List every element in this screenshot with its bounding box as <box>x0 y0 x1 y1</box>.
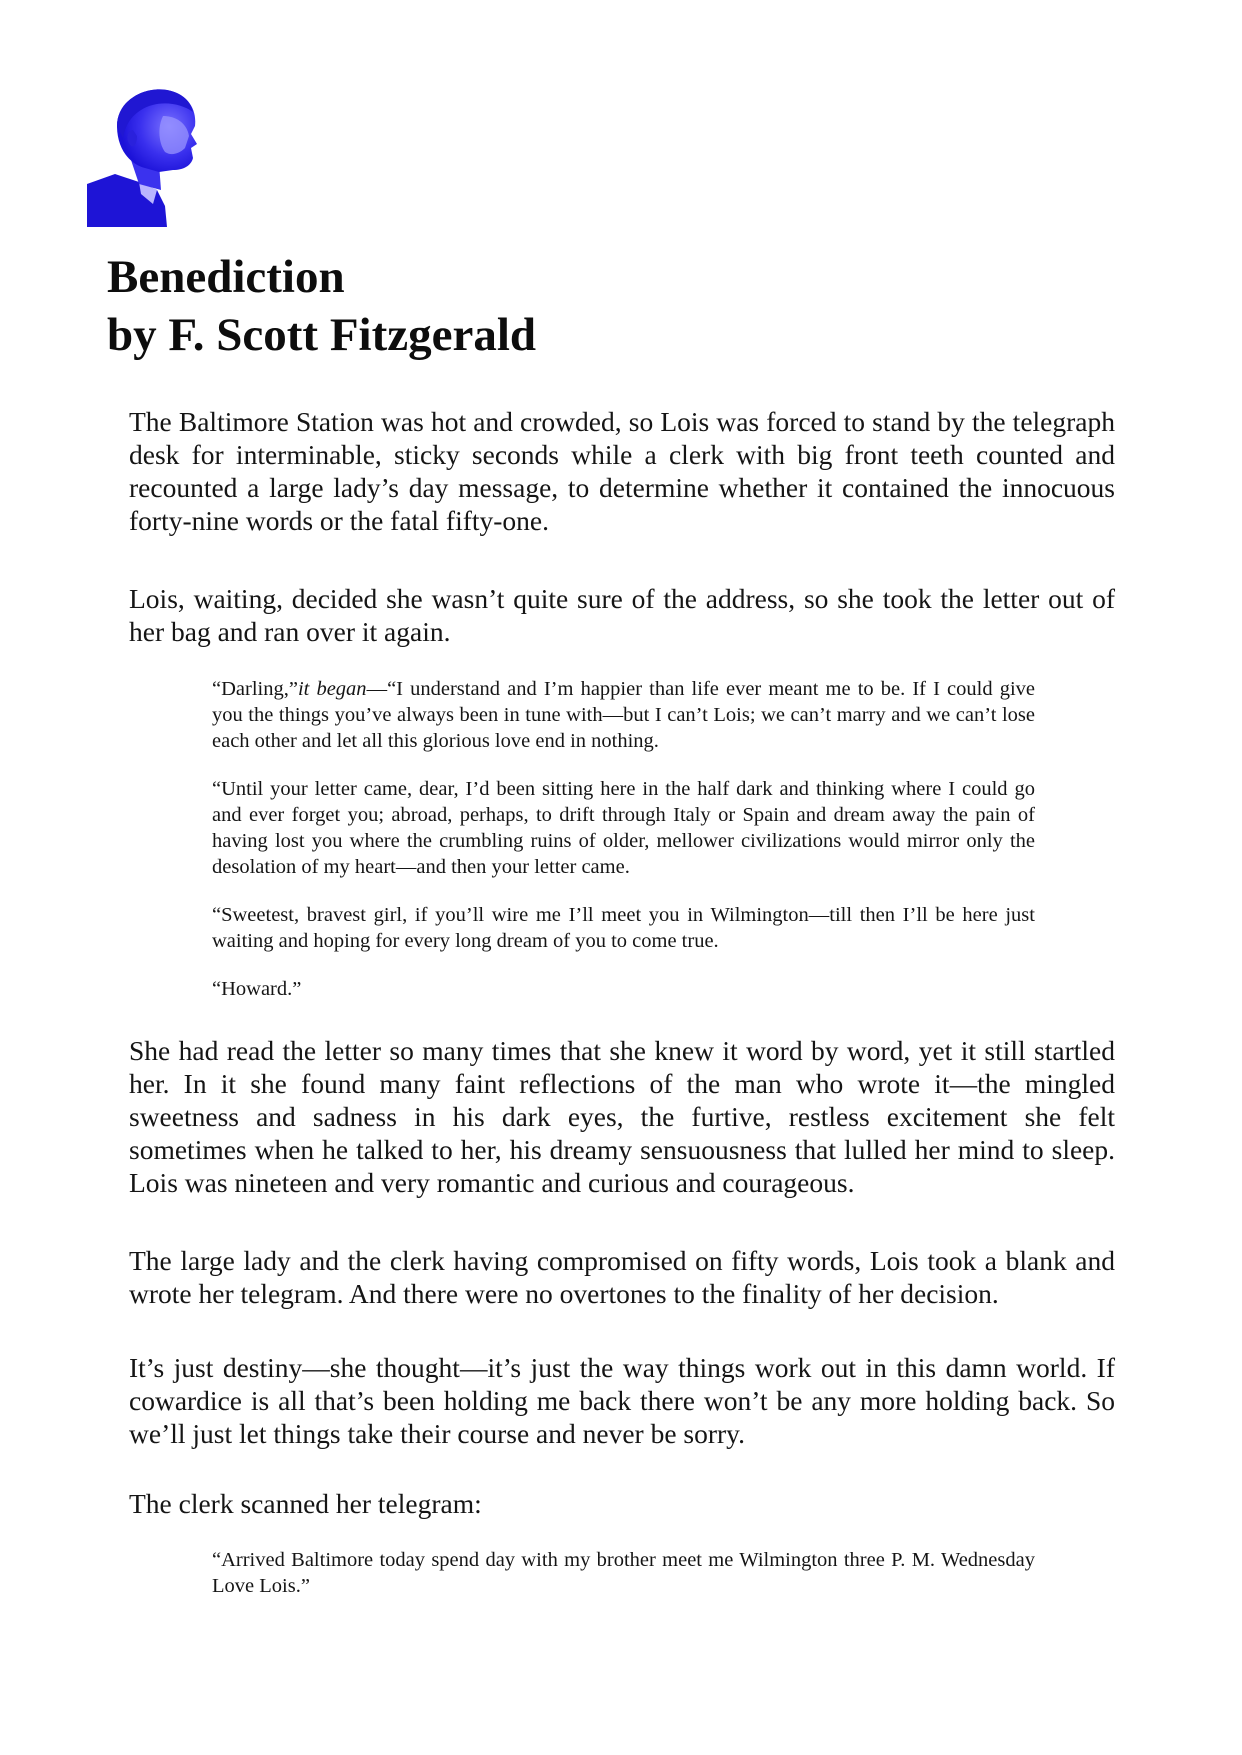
letter-salutation: “Darling,” <box>212 678 298 700</box>
author-portrait-icon <box>87 86 205 227</box>
paragraph-6: The clerk scanned her telegram: <box>129 1488 482 1519</box>
letter-paragraph-3: “Sweetest, bravest girl, if you’ll wire me I’ll meet you in Wilmington—till then I’ll be here just waiting and hoping for every long dream of you to come true. <box>212 904 1035 952</box>
title-line-1: Benediction <box>107 251 345 303</box>
letter-paragraph-1 <box>212 676 1035 754</box>
letter-italic-aside: it began <box>297 678 367 700</box>
telegram-text: “Arrived Baltimore today spend day with my brother meet me Wilmington three P. M. Wednesday Love Lois.” <box>212 1549 1035 1597</box>
letter-paragraph-2: “Until your letter came, dear, I’d been sitting here in the half dark and thinking where I could go and ever forget you; abroad, perhaps, to drift through Italy or Spain and dream away the pain of having lost you where the crumbling ruins of older, mellower civilizations would mirror only the desolation of my heart—and then your letter came. <box>212 778 1035 878</box>
paragraph-5: It’s just destiny—she thought—it’s just the way things work out in this damn world. If cowardice is all that’s been holding me back there won’t be any more holding back. So we’ll just let things take their course and never be sorry. <box>129 1352 1115 1449</box>
author-portrait-svg <box>87 86 205 227</box>
paragraph-2: Lois, waiting, decided she wasn’t quite sure of the address, so she took the letter out of her bag and ran over it again. <box>129 583 1115 647</box>
paragraph-4: The large lady and the clerk having compromised on fifty words, Lois took a blank and wrote her telegram. And there were no overtones to the finality of her decision. <box>129 1245 1115 1309</box>
letter-paragraph-1-text: —“I understand and I’m happier than life ever meant me to be. If I could give you the things you’ve always been in tune with—but I can’t Lois; we can’t marry and we can’t lose each other and let all this glorious love end in nothing. <box>212 678 1035 752</box>
document-title <box>107 248 536 364</box>
paragraph-3: She had read the letter so many times that she knew it word by word, yet it still startled her. In it she found many faint reflections of the man who wrote it—the mingled sweetness and sadness in his dark eyes, the furtive, restless excitement she felt sometimes when he talked to her, his dreamy sensuousness that lulled her mind to sleep. Lois was nineteen and very romantic and curious and courageous. <box>129 1035 1115 1198</box>
title-line-2: by F. Scott Fitzgerald <box>107 309 537 361</box>
paragraph-1: The Baltimore Station was hot and crowded, so Lois was forced to stand by the telegraph desk for interminable, sticky seconds while a clerk with big front teeth counted and recounted a large lady’s day message, to determine whether it contained the innocuous forty-nine words or the fatal fifty-one. <box>129 406 1115 536</box>
letter-signature: “Howard.” <box>212 978 302 1000</box>
